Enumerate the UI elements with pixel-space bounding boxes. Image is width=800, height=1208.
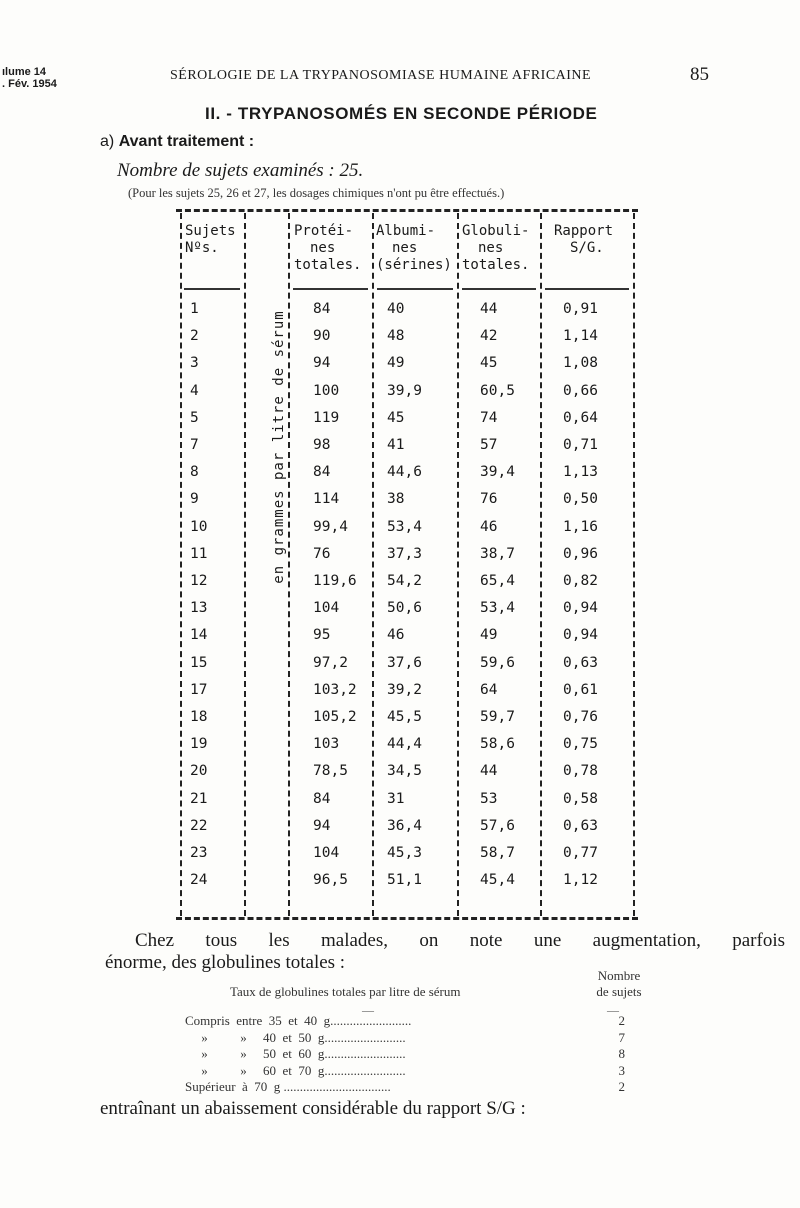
cell-rapport: 0,64 bbox=[563, 409, 598, 426]
count-column-rule: — bbox=[607, 1003, 619, 1017]
cell-rapport: 0,63 bbox=[563, 654, 598, 671]
distribution-row bbox=[185, 1063, 625, 1079]
cell-rapport: 1,16 bbox=[563, 518, 598, 535]
cell-globulines: 59,6 bbox=[480, 654, 515, 671]
cell-globulines: 76 bbox=[480, 491, 498, 508]
cell-rapport: 0,77 bbox=[563, 845, 598, 861]
cell-rapport: 0,76 bbox=[563, 709, 598, 725]
cell-albumines: 53,4 bbox=[387, 518, 422, 535]
cell-albumines: 45,5 bbox=[387, 709, 422, 725]
cell-rapport: 0,61 bbox=[563, 681, 598, 698]
cell-subject-number: 11 bbox=[190, 545, 208, 562]
header-globulines: Globuli- nes totales. bbox=[462, 223, 530, 273]
cell-globulines: 64 bbox=[480, 681, 498, 698]
subsection-letter: a) bbox=[100, 133, 115, 150]
col-divider bbox=[540, 213, 542, 916]
cell-subject-number: 5 bbox=[190, 409, 199, 426]
cell-albumines: 31 bbox=[387, 790, 405, 807]
distribution-count: 3 bbox=[618, 1062, 625, 1078]
distribution-row bbox=[185, 1013, 625, 1029]
cell-proteines: 94 bbox=[313, 817, 331, 834]
cell-globulines: 44 bbox=[480, 301, 498, 317]
cell-rapport: 0,66 bbox=[563, 382, 598, 399]
cell-albumines: 38 bbox=[387, 491, 405, 508]
header-underline bbox=[293, 288, 368, 290]
cell-proteines: 104 bbox=[313, 845, 340, 861]
cell-albumines: 44,6 bbox=[387, 464, 422, 481]
cell-rapport: 1,14 bbox=[563, 328, 598, 345]
cell-subject-number: 19 bbox=[190, 736, 208, 753]
distribution-row bbox=[185, 1030, 625, 1046]
subsection-label: Avant traitement : bbox=[118, 133, 255, 150]
cell-proteines: 114 bbox=[313, 491, 340, 508]
cell-proteines: 78,5 bbox=[313, 763, 348, 780]
distribution-range: » » 40 et 50 g......................... bbox=[185, 1029, 406, 1045]
cell-proteines: 119 bbox=[313, 409, 340, 426]
cell-subject-number: 14 bbox=[190, 627, 208, 644]
cell-albumines: 40 bbox=[387, 301, 405, 317]
cell-albumines: 50,6 bbox=[387, 600, 422, 617]
cell-rapport: 0,63 bbox=[563, 817, 598, 834]
volume-info bbox=[2, 66, 57, 90]
header-albumines: Albumi- nes (sérines) bbox=[376, 223, 452, 273]
cell-albumines: 36,4 bbox=[387, 817, 422, 834]
cell-subject-number: 22 bbox=[190, 817, 208, 834]
cell-albumines: 39,9 bbox=[387, 382, 422, 399]
paragraph-1-line-1: Chez tous les malades, on note une augmentation, parfois bbox=[135, 930, 785, 951]
distribution-count: 2 bbox=[618, 1013, 625, 1028]
table-bottom-rule bbox=[176, 917, 638, 920]
col-divider bbox=[457, 213, 459, 916]
header-underline bbox=[184, 288, 240, 290]
cell-globulines: 53 bbox=[480, 790, 498, 807]
header-proteines: Protéi- nes totales. bbox=[294, 223, 362, 273]
cell-globulines: 57 bbox=[480, 437, 498, 453]
cell-subject-number: 17 bbox=[190, 681, 208, 698]
section-title: II. - TRYPANOSOMÉS EN SECONDE PÉRIODE bbox=[205, 104, 598, 123]
cell-rapport: 0,94 bbox=[563, 627, 598, 644]
cell-rapport: 0,78 bbox=[563, 763, 598, 780]
cell-albumines: 37,6 bbox=[387, 654, 422, 671]
cell-subject-number: 1 bbox=[190, 301, 199, 317]
cell-proteines: 100 bbox=[313, 382, 340, 399]
cell-rapport: 0,75 bbox=[563, 736, 598, 753]
date-line: . Fév. 1954 bbox=[2, 78, 57, 90]
cell-proteines: 103 bbox=[313, 736, 340, 753]
cell-albumines: 37,3 bbox=[387, 545, 422, 562]
cell-proteines: 76 bbox=[313, 545, 331, 562]
cell-globulines: 53,4 bbox=[480, 600, 515, 617]
cell-subject-number: 8 bbox=[190, 464, 199, 481]
cell-rapport: 0,91 bbox=[563, 301, 598, 317]
cell-rapport: 0,50 bbox=[563, 491, 598, 508]
cell-proteines: 84 bbox=[313, 301, 331, 317]
cell-subject-number: 21 bbox=[190, 790, 208, 807]
cell-globulines: 59,7 bbox=[480, 709, 515, 725]
cell-rapport: 0,71 bbox=[563, 437, 598, 453]
cell-proteines: 97,2 bbox=[313, 654, 348, 671]
results-table: Sujets Nºs. Protéi- nes totales. Albumi- nes (sérines) Globuli- nes totales. Rapport S/G. en grammes par litre de sérum 1 84 40 44 0,91 2 90 48 42 1,14 3 94 49 45 1,08 4 100 39,9 60,5 0,66 5 119 45 74 0,64 7 98 41 57 0,71 8 84 44,6 39,4 1,13 9 114 38 76 0,50 10 99,4 53,4 46 1,16 11 76 37,3 38,7 0,96 12 119,6 54,2 65,4 0,82 13 104 50,6 53,4 0,94 14 95 46 49 0,94 15 97,2 37,6 59,6 0,63 17 103,2 39,2 64 0,61 18 105,2 45,5 59,7 0,76 19 103 44,4 58,6 0,75 20 78,5 34,5 44 0,78 21 84 31 53 0,58 22 94 36,4 57,6 0,63 23 104 45,3 58,7 0,77 24 96,5 51,1 45,4 1,12 bbox=[176, 209, 638, 920]
cell-albumines: 51,1 bbox=[387, 872, 422, 889]
cell-subject-number: 7 bbox=[190, 437, 199, 453]
distribution-count: 2 bbox=[618, 1079, 625, 1094]
cell-globulines: 49 bbox=[480, 627, 498, 644]
cell-proteines: 95 bbox=[313, 627, 331, 644]
cell-subject-number: 4 bbox=[190, 382, 199, 399]
cell-albumines: 41 bbox=[387, 437, 405, 453]
cell-proteines: 119,6 bbox=[313, 573, 357, 589]
header-underline bbox=[377, 288, 453, 290]
cell-globulines: 58,7 bbox=[480, 845, 515, 861]
cell-subject-number: 12 bbox=[190, 573, 208, 589]
cell-subject-number: 18 bbox=[190, 709, 208, 725]
cell-proteines: 96,5 bbox=[313, 872, 348, 889]
cell-subject-number: 3 bbox=[190, 355, 199, 372]
col-divider bbox=[244, 213, 246, 916]
page-number: 85 bbox=[690, 64, 709, 85]
cell-proteines: 84 bbox=[313, 464, 331, 481]
cell-globulines: 42 bbox=[480, 328, 498, 345]
table-top-rule bbox=[176, 209, 638, 212]
cell-albumines: 54,2 bbox=[387, 573, 422, 589]
distribution-count: 7 bbox=[618, 1029, 625, 1045]
distribution-count: 8 bbox=[618, 1046, 625, 1061]
cell-albumines: 45 bbox=[387, 409, 405, 426]
table-left-rule bbox=[180, 213, 182, 916]
cell-subject-number: 24 bbox=[190, 872, 208, 889]
cell-proteines: 94 bbox=[313, 355, 331, 372]
header-underline bbox=[545, 288, 629, 290]
cell-subject-number: 13 bbox=[190, 600, 208, 617]
note-line: (Pour les sujets 25, 26 et 27, les dosages chimiques n'ont pu être effectués.) bbox=[128, 186, 505, 200]
cell-rapport: 0,94 bbox=[563, 600, 598, 617]
cell-albumines: 39,2 bbox=[387, 681, 422, 698]
cell-globulines: 58,6 bbox=[480, 736, 515, 753]
cell-rapport: 0,96 bbox=[563, 545, 598, 562]
cell-globulines: 65,4 bbox=[480, 573, 515, 589]
cell-rapport: 1,12 bbox=[563, 872, 598, 889]
cell-globulines: 57,6 bbox=[480, 817, 515, 834]
subsection-heading bbox=[100, 133, 254, 151]
cell-proteines: 90 bbox=[313, 328, 331, 345]
cell-subject-number: 23 bbox=[190, 845, 208, 861]
paragraph-1-line-2: énorme, des globulines totales : bbox=[105, 952, 346, 973]
cell-globulines: 46 bbox=[480, 518, 498, 535]
cell-rapport: 0,58 bbox=[563, 790, 598, 807]
cell-rapport: 1,08 bbox=[563, 355, 598, 372]
cell-subject-number: 15 bbox=[190, 654, 208, 671]
cell-globulines: 39,4 bbox=[480, 464, 515, 481]
paragraph-2: entraînant un abaissement considérable du rapport S/G : bbox=[100, 1098, 526, 1119]
cell-proteines: 99,4 bbox=[313, 518, 348, 535]
header-underline bbox=[462, 288, 536, 290]
cell-globulines: 45 bbox=[480, 355, 498, 372]
distribution-range: » » 50 et 60 g......................... bbox=[185, 1046, 406, 1061]
cell-subject-number: 2 bbox=[190, 328, 199, 345]
header-sujets: Sujets Nºs. bbox=[185, 223, 236, 256]
volume-line: ılume 14 bbox=[2, 66, 47, 78]
cell-albumines: 44,4 bbox=[387, 736, 422, 753]
col-divider bbox=[372, 213, 374, 916]
paragraph-1 bbox=[105, 930, 785, 974]
cell-proteines: 105,2 bbox=[313, 709, 357, 725]
distribution-range: Supérieur à 70 g ................................. bbox=[185, 1079, 391, 1094]
table-right-rule bbox=[633, 213, 635, 916]
cell-globulines: 38,7 bbox=[480, 545, 515, 562]
subjects-count: Nombre de sujets examinés : 25. bbox=[117, 160, 364, 181]
rate-column-rule: — bbox=[362, 1003, 374, 1017]
cell-globulines: 45,4 bbox=[480, 872, 515, 889]
cell-albumines: 46 bbox=[387, 627, 405, 644]
cell-albumines: 49 bbox=[387, 355, 405, 372]
cell-rapport: 0,82 bbox=[563, 573, 598, 589]
cell-subject-number: 10 bbox=[190, 518, 208, 535]
cell-globulines: 74 bbox=[480, 409, 498, 426]
cell-proteines: 104 bbox=[313, 600, 340, 617]
cell-globulines: 44 bbox=[480, 763, 498, 780]
distribution-row bbox=[185, 1046, 625, 1062]
cell-subject-number: 9 bbox=[190, 491, 199, 508]
cell-proteines: 98 bbox=[313, 437, 331, 453]
distribution-row bbox=[185, 1079, 625, 1095]
cell-proteines: 84 bbox=[313, 790, 331, 807]
rate-column-header: Taux de globulines totales par litre de sérum bbox=[230, 984, 461, 999]
distribution-range: Compris entre 35 et 40 g......................... bbox=[185, 1013, 412, 1028]
cell-albumines: 45,3 bbox=[387, 845, 422, 861]
count-column-header: Nombre de sujets bbox=[596, 968, 642, 999]
cell-subject-number: 20 bbox=[190, 763, 208, 780]
header-rapport: Rapport S/G. bbox=[554, 223, 614, 256]
running-title: SÉROLOGIE DE LA TRYPANOSOMIASE HUMAINE AFRICAINE bbox=[170, 68, 592, 83]
distribution-range: » » 60 et 70 g......................... bbox=[185, 1062, 406, 1078]
cell-rapport: 1,13 bbox=[563, 464, 598, 481]
cell-albumines: 48 bbox=[387, 328, 405, 345]
cell-albumines: 34,5 bbox=[387, 763, 422, 780]
cell-globulines: 60,5 bbox=[480, 382, 515, 399]
col-divider bbox=[288, 213, 290, 916]
cell-proteines: 103,2 bbox=[313, 681, 357, 698]
